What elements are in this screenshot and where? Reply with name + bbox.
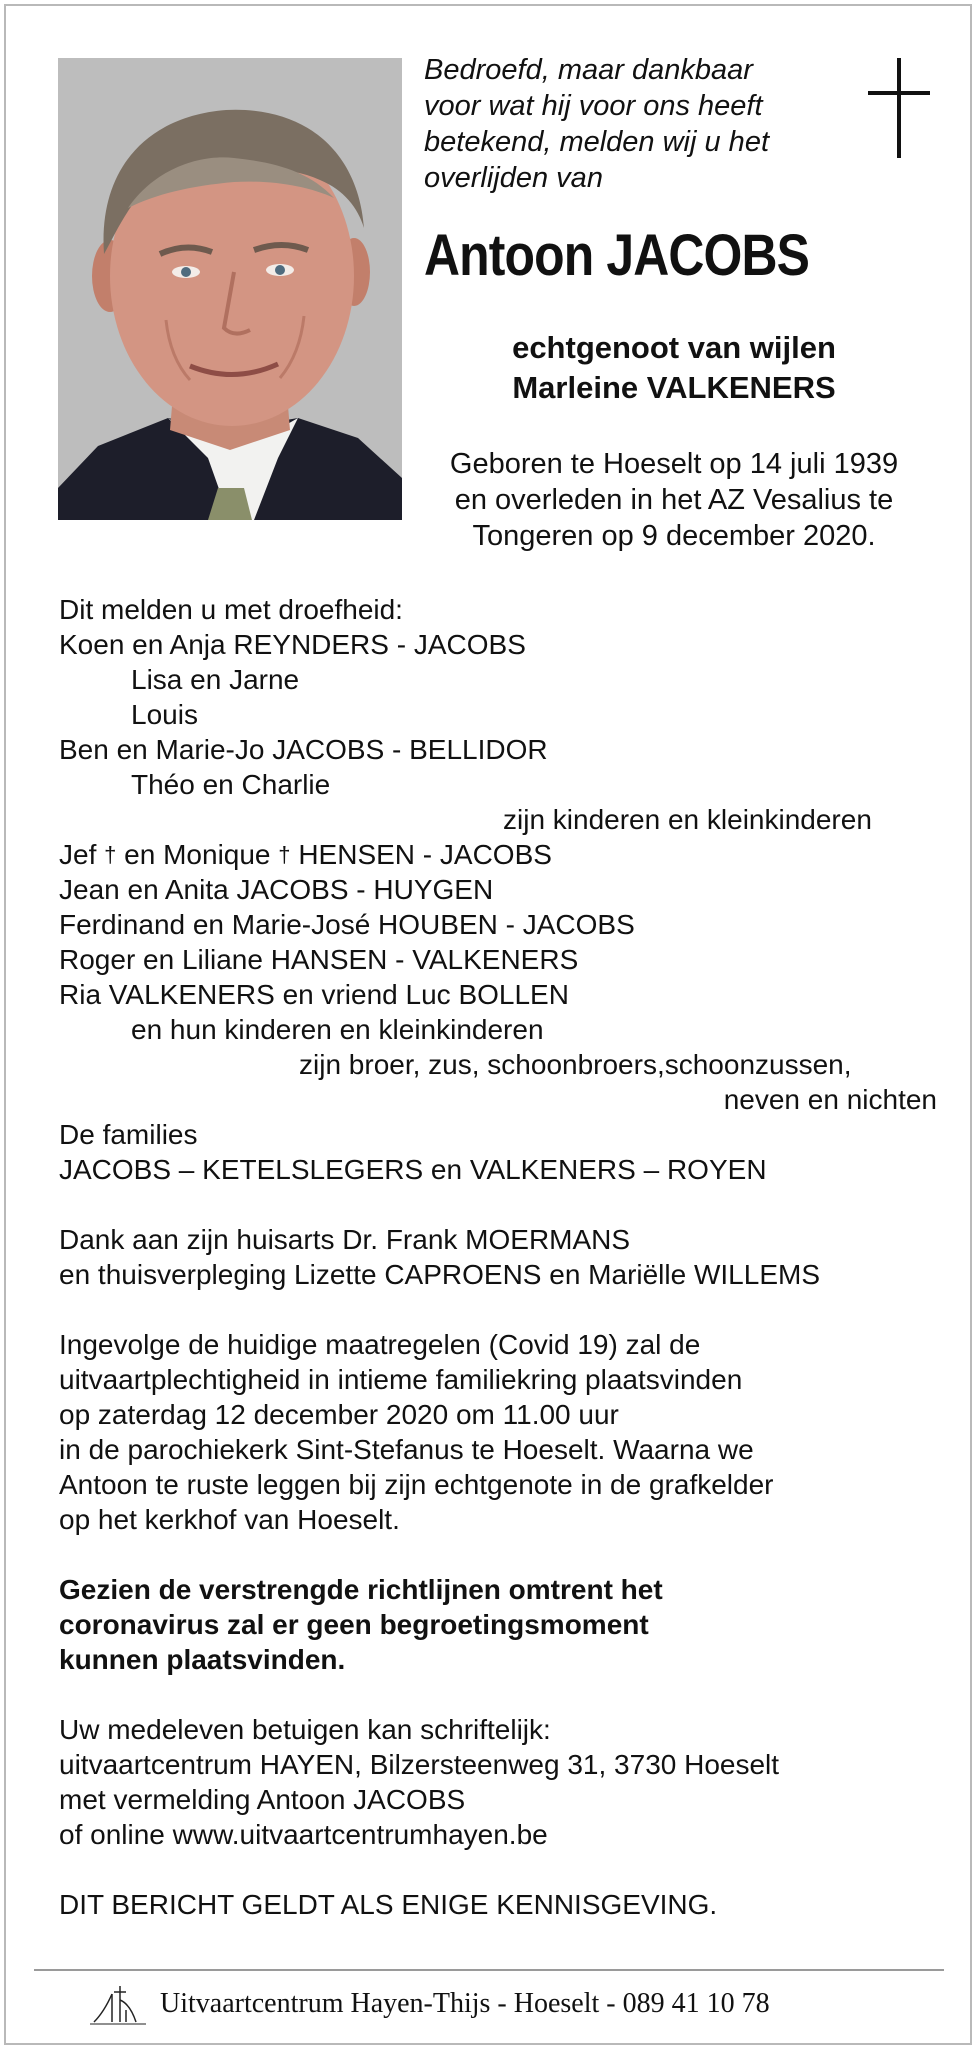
- intro-text: [424, 52, 844, 196]
- small-cross-icon: †: [278, 842, 291, 867]
- families-label: De families: [59, 1119, 198, 1150]
- condolence-line: met vermelding Antoon JACOBS: [59, 1784, 466, 1815]
- sibling-name: en Monique: [124, 839, 271, 870]
- child-line: Koen en Anja REYNDERS - JACOBS: [59, 629, 526, 660]
- funeral-line: in de parochiekerk Sint-Stefanus te Hoeselt. Waarna we: [59, 1434, 754, 1465]
- sibling-line: Roger en Liliane HANSEN - VALKENERS: [59, 944, 579, 975]
- intro-line: voor wat hij voor ons heeft: [424, 90, 763, 122]
- portrait-photo: [58, 58, 402, 520]
- condolence-line: of online www.uitvaartcentrumhayen.be: [59, 1819, 548, 1850]
- closing-notice: DIT BERICHT GELDT ALS ENIGE KENNISGEVING.: [59, 1889, 718, 1920]
- notice-line: kunnen plaatsvinden.: [59, 1644, 346, 1675]
- intro-line: overlijden van: [424, 162, 603, 194]
- funeral-line: op zaterdag 12 december 2020 om 11.00 uur: [59, 1399, 619, 1430]
- notice-line: coronavirus zal er geen begroetingsmoment: [59, 1609, 649, 1640]
- funeral-line: Ingevolge de huidige maatregelen (Covid 19) zal de: [59, 1329, 701, 1360]
- thanks-line: en thuisverpleging Lizette CAPROENS en Mariëlle WILLEMS: [59, 1259, 821, 1290]
- condolence-line: Uw medeleven betuigen kan schriftelijk:: [59, 1714, 551, 1745]
- latin-cross-icon: [868, 58, 930, 158]
- footer: [90, 1980, 950, 2028]
- born-line: en overleden in het AZ Vesalius te: [454, 484, 894, 516]
- grandchild-line: Louis: [131, 699, 198, 730]
- funeral-line: uitvaartplechtigheid in intieme familiekring plaatsvinden: [59, 1364, 743, 1395]
- sibling-line: Jean en Anita JACOBS - HUYGEN: [59, 874, 494, 905]
- intro-line: Bedroefd, maar dankbaar: [424, 54, 753, 86]
- small-cross-icon: †: [104, 842, 117, 867]
- role-siblings-cont: neven en nichten: [723, 1084, 937, 1115]
- intro-line: betekend, melden wij u het: [424, 126, 769, 158]
- families-names: JACOBS – KETELSLEGERS en VALKENERS – ROYEN: [59, 1154, 767, 1185]
- born-line: Tongeren op 9 december 2020.: [472, 520, 876, 552]
- portrait-illustration: [58, 58, 402, 520]
- birth-death-info: [424, 446, 924, 554]
- footer-text: Uitvaartcentrum Hayen-Thijs - Hoeselt - 089 41 10 78: [160, 1988, 770, 2019]
- notice-line: Gezien de verstrengde richtlijnen omtrent het: [59, 1574, 663, 1605]
- role-siblings: zijn broer, zus, schoonbroers,schoonzussen,: [299, 1049, 852, 1080]
- sibling-name: Jef: [59, 839, 97, 870]
- sibling-surname: HENSEN - JACOBS: [298, 839, 552, 870]
- family-header: Dit melden u met droefheid:: [59, 594, 403, 625]
- announcement-body: [59, 592, 939, 1922]
- sibling-line: Ferdinand en Marie-José HOUBEN - JACOBS: [59, 909, 635, 940]
- sibling-line: [59, 837, 939, 872]
- sibling-line: Ria VALKENERS en vriend Luc BOLLEN: [59, 979, 569, 1010]
- child-line: Ben en Marie-Jo JACOBS - BELLIDOR: [59, 734, 548, 765]
- footer-divider: [34, 1969, 944, 1971]
- grandchild-line: Lisa en Jarne: [131, 664, 300, 695]
- spouse-name: Marleine VALKENERS: [512, 370, 836, 405]
- thanks-line: Dank aan zijn huisarts Dr. Frank MOERMANS: [59, 1224, 631, 1255]
- grandchild-line: Théo en Charlie: [131, 769, 331, 800]
- funeral-line: Antoon te ruste leggen bij zijn echtgenote in de grafkelder: [59, 1469, 774, 1500]
- funeral-line: op het kerkhof van Hoeselt.: [59, 1504, 400, 1535]
- deceased-name: Antoon JACOBS: [424, 223, 810, 288]
- spouse-line: echtgenoot van wijlen: [512, 330, 836, 365]
- born-line: Geboren te Hoeselt op 14 juli 1939: [449, 448, 899, 480]
- funeral-home-logo-icon: [90, 1982, 146, 2028]
- sibling-kids-line: en hun kinderen en kleinkinderen: [131, 1014, 544, 1045]
- condolence-line: uitvaartcentrum HAYEN, Bilzersteenweg 31, 3730 Hoeselt: [59, 1749, 780, 1780]
- spouse-info: [424, 328, 924, 408]
- role-children: zijn kinderen en kleinkinderen: [503, 804, 872, 835]
